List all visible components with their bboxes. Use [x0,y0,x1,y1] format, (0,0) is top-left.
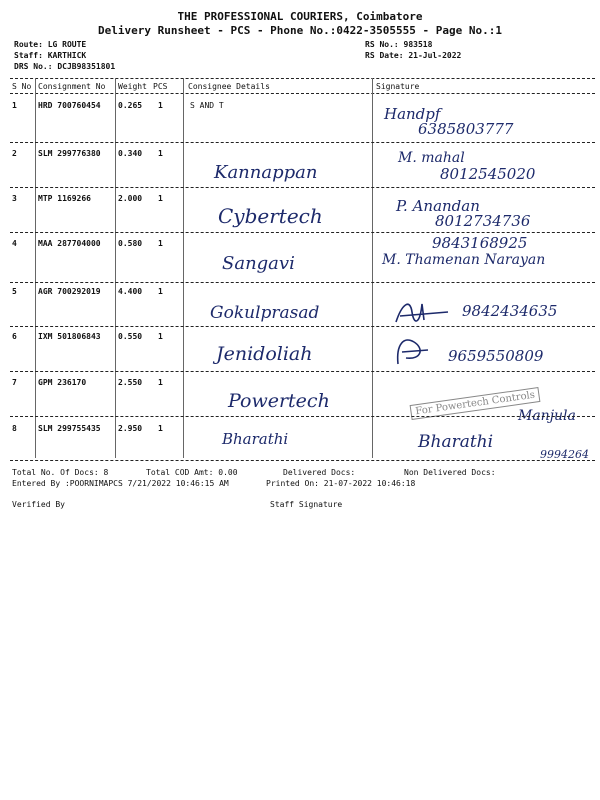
row-signature: Bharathi [418,432,494,452]
row-consignee-printed: S AND T [190,101,224,110]
row-weight: 0.340 [118,149,143,158]
row-rule [10,232,595,233]
row-sno: 1 [12,101,17,110]
company-name: THE PROFESSIONAL COURIERS, Coimbatore [177,10,423,23]
rs-number: RS No.: 983518 [365,40,433,49]
row-pcs: 1 [158,194,163,203]
row-signature: M. mahal [398,150,465,166]
row-consignee-handwritten: Bharathi [222,430,289,448]
col-header-consignment: Consignment No [38,82,106,91]
verified-by: Verified By [12,500,65,509]
row-sno: 2 [12,149,17,158]
row-signature-phone: 9842434635 [462,302,558,320]
header-bottom-rule [10,93,595,94]
row-rule [10,142,595,143]
company-stamp: For Powertech Controls [410,387,541,420]
row-signature-phone: 8012545020 [440,165,536,183]
col-separator [372,78,373,458]
row-signature-phone: 8012734736 [435,212,531,230]
row-sno: 5 [12,287,17,296]
col-separator [35,78,36,458]
staff-label: Staff: KARTHICK [14,51,87,60]
row-sno: 6 [12,332,17,341]
row-sno: 4 [12,239,17,248]
table-bottom-rule [10,460,595,461]
route-label: Route: LG ROUTE [14,40,87,49]
row-weight: 4.400 [118,287,143,296]
total-docs: Total No. Of Docs: 8 [12,468,109,477]
row-rule [10,416,595,417]
row-consignment: SLM 299776380 [38,149,101,158]
row-signature-name: M. Thamenan Narayan [382,252,546,268]
row-consignment: MTP 1169266 [38,194,91,203]
staff-signature-label: Staff Signature [270,500,343,509]
row-consignment: GPM 236170 [38,378,87,387]
col-separator [183,78,184,458]
row-rule [10,187,595,188]
row-sno: 7 [12,378,17,387]
col-header-pcs: PCS [153,82,168,91]
printed-on: Printed On: 21-07-2022 10:46:18 [266,479,416,488]
row-consignee-handwritten: Gokulprasad [210,303,320,323]
row-consignment: SLM 299755435 [38,424,101,433]
col-header-signature: Signature [376,82,420,91]
runsheet-subtitle: Delivery Runsheet - PCS - Phone No.:0422-3505555 - Page No.:1 [98,24,502,37]
row-weight: 2.950 [118,424,143,433]
row-weight: 2.550 [118,378,143,387]
row-consignee-handwritten: Cybertech [218,204,323,228]
row-signature-phone: 9994264 [540,448,589,461]
col-header-weight: Weight [118,82,147,91]
non-delivered-docs: Non Delivered Docs: [404,468,496,477]
row-signature: P. Anandan [396,197,480,215]
row-rule [10,371,595,372]
row-signature-phone: 9659550809 [448,347,544,365]
row-weight: 0.550 [118,332,143,341]
row-pcs: 1 [158,101,163,110]
row-weight: 0.265 [118,101,143,110]
row-consignment: MAA 287704000 [38,239,101,248]
row-consignee-handwritten: Powertech [228,390,330,412]
row-pcs: 1 [158,424,163,433]
row-consignee-handwritten: Jenidoliah [216,343,313,365]
row-weight: 0.580 [118,239,143,248]
row-rule [10,326,595,327]
signature-scribble [392,294,452,328]
row-pcs: 1 [158,239,163,248]
total-cod: Total COD Amt: 0.00 [146,468,238,477]
row-consignment: HRD 700760454 [38,101,101,110]
row-pcs: 1 [158,287,163,296]
row-pcs: 1 [158,149,163,158]
col-header-consignee: Consignee Details [188,82,270,91]
entered-by: Entered By :POORNIMAPCS 7/21/2022 10:46:15 AM [12,479,229,488]
row-signature: Manjula [518,408,576,424]
row-signature-phone: 6385803777 [418,120,514,138]
row-pcs: 1 [158,332,163,341]
col-separator [115,78,116,458]
row-signature: Handpf [384,105,441,123]
header-top-rule [10,78,595,79]
row-consignee-handwritten: Kannappan [214,162,318,183]
row-rule [10,282,595,283]
col-header-sno: S No [12,82,32,91]
row-sno: 8 [12,424,17,433]
rs-date: RS Date: 21-Jul-2022 [365,51,462,60]
row-pcs: 1 [158,378,163,387]
delivered-docs: Delivered Docs: [283,468,356,477]
signature-scribble [392,334,432,368]
row-consignment: AGR 700292019 [38,287,101,296]
row-sno: 3 [12,194,17,203]
row-consignment: IXM 501806843 [38,332,101,341]
row-consignee-handwritten: Sangavi [222,253,295,274]
drs-number: DRS No.: DCJB98351801 [14,62,116,71]
row-signature: 9843168925 [432,234,528,252]
row-weight: 2.000 [118,194,143,203]
